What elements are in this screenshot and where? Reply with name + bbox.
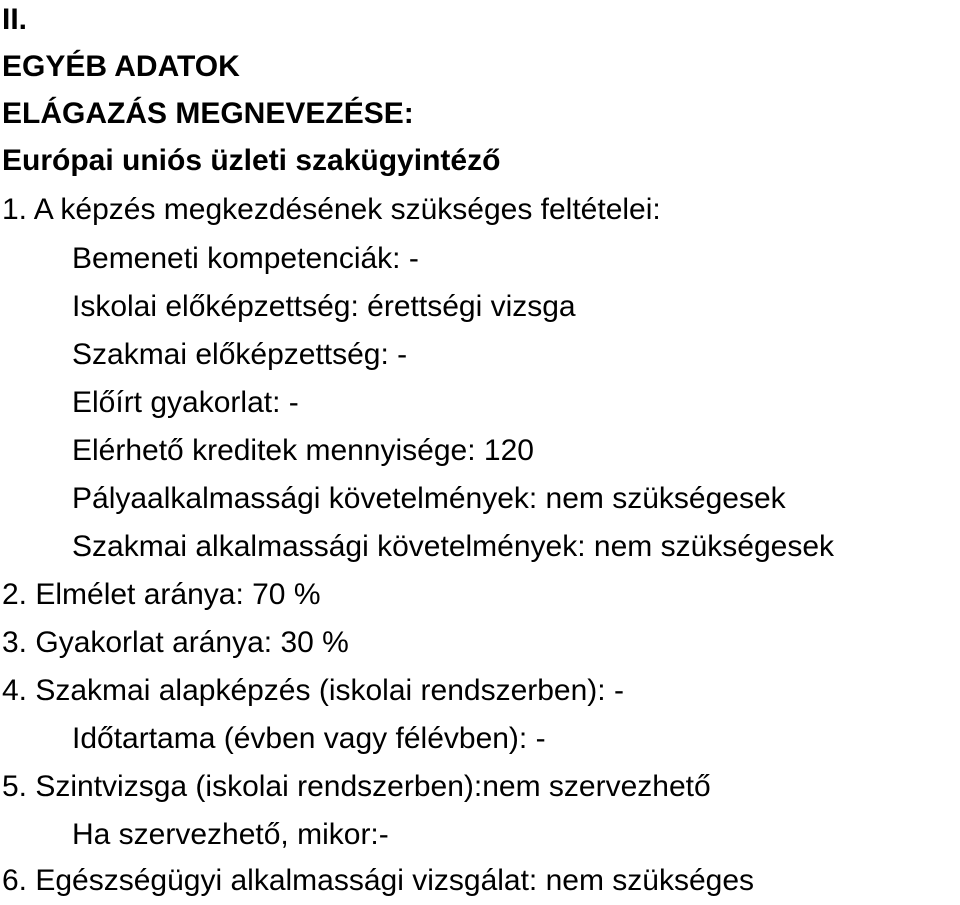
item-4-basic-training: 4. Szakmai alapképzés (iskolai rendszerben): - [2, 674, 624, 707]
professional-aptitude-requirements: Szakmai alkalmassági követelmények: nem szükségesek [72, 530, 834, 563]
branch-name: Európai uniós üzleti szakügyintéző [2, 144, 501, 177]
available-credits: Elérhető kreditek mennyisége: 120 [72, 434, 534, 467]
school-prior-education: Iskolai előképzettség: érettségi vizsga [72, 290, 576, 323]
level-exam-when: Ha szervezhető, mikor:- [72, 818, 389, 851]
item-2-theory-ratio: 2. Elmélet aránya: 70 % [2, 578, 321, 611]
entry-competencies: Bemeneti kompetenciák: - [72, 242, 419, 275]
item-6-health-exam: 6. Egészségügyi alkalmassági vizsgálat: nem szükséges [2, 864, 755, 897]
section-title: EGYÉB ADATOK [2, 50, 240, 83]
branch-label: ELÁGAZÁS MEGNEVEZÉSE: [2, 97, 414, 130]
item-5-level-exam: 5. Szintvizsga (iskolai rendszerben):nem szervezhető [2, 770, 711, 803]
section-number: II. [2, 3, 28, 36]
item-3-practice-ratio: 3. Gyakorlat aránya: 30 % [2, 626, 349, 659]
item-1-heading: 1. A képzés megkezdésének szükséges feltételei: [2, 193, 661, 226]
training-duration: Időtartama (évben vagy félévben): - [72, 722, 546, 755]
career-aptitude-requirements: Pályaalkalmassági követelmények: nem szükségesek [72, 482, 786, 515]
required-practice: Előírt gyakorlat: - [72, 386, 299, 419]
professional-prior-education: Szakmai előképzettség: - [72, 338, 408, 371]
